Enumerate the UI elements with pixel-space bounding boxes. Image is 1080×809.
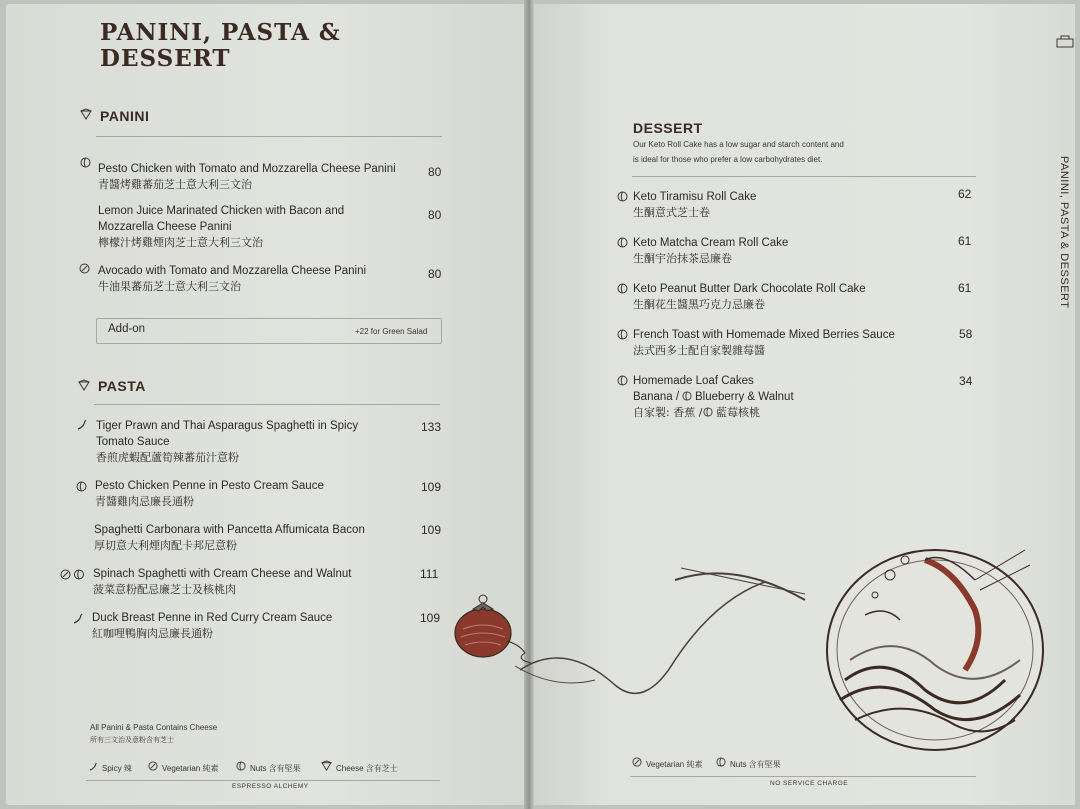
cheese-note-zh: 所有三文治及意粉含有芝士 xyxy=(90,737,174,744)
legend-nuts: Nuts 含有堅果 xyxy=(730,760,781,769)
page-title: PANINI, PASTA & DESSERT xyxy=(100,19,341,72)
addon-note: +22 for Green Salad xyxy=(355,327,428,336)
menu-item-name-zh: 生酮花生醬黑巧克力忌廉卷 xyxy=(633,298,765,311)
menu-item-price: 62 xyxy=(958,187,972,201)
menu-item-name: Keto Tiramisu Roll Cake xyxy=(633,191,757,203)
menu-item-name: Spaghetti Carbonara with Pancetta Affumicata Bacon xyxy=(94,524,365,536)
legend-cheese: Cheese 含有芝士 xyxy=(336,764,398,773)
menu-item-name: Lemon Juice Marinated Chicken with Bacon and xyxy=(98,205,345,217)
legend-nuts: Nuts 含有堅果 xyxy=(250,764,301,773)
nuts-icon xyxy=(617,283,628,297)
brand-name: ESPRESSO ALCHEMY xyxy=(232,783,309,790)
cheese-icon xyxy=(80,108,92,123)
menu-item-variant: Blueberry & Walnut xyxy=(695,391,794,403)
menu-item-price: 61 xyxy=(958,234,972,248)
legend-vegetarian: Vegetarian 純素 xyxy=(162,764,219,773)
menu-item-price: 80 xyxy=(428,165,442,179)
spicy-icon xyxy=(88,761,98,774)
menu-item-name: French Toast with Homemade Mixed Berries Sauce xyxy=(633,329,895,341)
nuts-icon xyxy=(617,191,628,205)
menu-item-name: Keto Peanut Butter Dark Chocolate Roll Cake xyxy=(633,283,866,295)
dessert-divider xyxy=(632,176,976,177)
menu-item-price: 109 xyxy=(421,480,442,494)
menu-item-price: 61 xyxy=(958,281,972,295)
menu-item-name-zh: 厚切意大利煙肉配卡邦尼意粉 xyxy=(94,539,237,552)
dessert-description-cont: is ideal for those who prefer a low carbohydrates diet. xyxy=(633,155,823,164)
nuts-icon xyxy=(682,391,692,404)
pasta-spoon-illustration xyxy=(505,520,1050,764)
nuts-icon xyxy=(716,757,726,770)
menu-item-price: 80 xyxy=(428,208,442,222)
footer-divider xyxy=(630,776,976,777)
nuts-icon xyxy=(703,407,713,420)
bookmark-icon xyxy=(1056,34,1074,53)
menu-item-name-zh: 菠菜意粉配忌廉芝士及核桃肉 xyxy=(93,583,236,596)
menu-item-name-zh: 自家製: 香蕉 / xyxy=(633,406,703,419)
nuts-icon xyxy=(617,375,628,389)
pasta-divider xyxy=(94,404,440,405)
menu-item-name-zh: 生酮意式芝士卷 xyxy=(633,206,710,219)
spicy-icon xyxy=(72,613,83,627)
menu-item-name-zh: 紅咖哩鴨胸肉忌廉長通粉 xyxy=(92,627,213,640)
nuts-icon xyxy=(617,329,628,343)
menu-item-name: Avocado with Tomato and Mozzarella Cheese Panini xyxy=(98,265,367,277)
menu-item-price: 34 xyxy=(959,374,973,388)
menu-item-name-zh: 青醬雞肉忌廉長通粉 xyxy=(95,495,194,508)
panini-divider xyxy=(96,136,442,137)
menu-item-price: 133 xyxy=(421,420,442,434)
pasta-heading: PASTA xyxy=(98,378,146,394)
menu-item-name: Pesto Chicken Penne in Pesto Cream Sauce xyxy=(95,480,324,492)
nuts-icon xyxy=(236,761,246,774)
nuts-icon xyxy=(76,481,87,495)
vegetarian-icon xyxy=(632,757,642,770)
addon-label: Add-on xyxy=(108,323,146,335)
spine-title: PANINI, PASTA & DESSERT xyxy=(1058,156,1070,309)
nuts-icon xyxy=(80,157,91,171)
menu-item-name-zh: 檸檬汁烤雞煙肉芝士意大利三文治 xyxy=(98,236,263,249)
menu-item-name-zh: 青醬烤雞蕃茄芝士意大利三文治 xyxy=(98,178,252,191)
cheese-icon xyxy=(78,379,90,394)
menu-item-price: 58 xyxy=(959,327,973,341)
vegetarian-icon xyxy=(148,761,158,774)
footer-divider xyxy=(86,780,440,781)
nuts-icon xyxy=(617,237,628,251)
menu-item-name-zh: 法式西多士配自家製雜莓醬 xyxy=(633,344,765,357)
service-charge-note: NO SERVICE CHARGE xyxy=(770,780,849,787)
dessert-heading: DESSERT xyxy=(633,120,703,136)
menu-item-name: Pesto Chicken with Tomato and Mozzarella Cheese Panini xyxy=(98,163,396,175)
menu-item-name: Duck Breast Penne in Red Curry Cream Sauce xyxy=(92,612,333,624)
menu-item-name: Spinach Spaghetti with Cream Cheese and Walnut xyxy=(93,568,352,580)
menu-item-name-cont: Tomato Sauce xyxy=(96,436,170,448)
menu-item-name: Homemade Loaf Cakes xyxy=(633,375,754,387)
legend-vegetarian: Vegetarian 純素 xyxy=(646,760,703,769)
menu-item-variant: Banana / xyxy=(633,391,680,403)
panini-heading: PANINI xyxy=(100,108,150,124)
legend-spicy: Spicy 辣 xyxy=(102,764,132,773)
menu-item-name: Keto Matcha Cream Roll Cake xyxy=(633,237,789,249)
cheese-note: All Panini & Pasta Contains Cheese xyxy=(90,723,218,732)
menu-item-name-zh: 香煎虎蝦配蘆筍辣蕃茄汁意粉 xyxy=(96,451,239,464)
dessert-description: Our Keto Roll Cake has a low sugar and starch content and xyxy=(633,140,844,149)
vegetarian-icon xyxy=(79,263,90,277)
menu-item-price: 109 xyxy=(420,611,441,625)
vegetarian-nuts-icon xyxy=(60,569,86,583)
spicy-icon xyxy=(76,419,87,433)
menu-item-price: 111 xyxy=(420,567,439,581)
menu-item-name-zh: 牛油果蕃茄芝士意大利三文治 xyxy=(98,280,241,293)
menu-item-price: 80 xyxy=(428,267,442,281)
menu-item-name-cont: Mozzarella Cheese Panini xyxy=(98,221,232,233)
menu-item-name-zh: 生酮宇治抹茶忌廉卷 xyxy=(633,252,732,265)
menu-item-price: 109 xyxy=(421,523,442,537)
menu-item-name-zh-cont: 藍莓核桃 xyxy=(716,406,760,419)
cheese-icon xyxy=(321,760,332,774)
menu-item-name: Tiger Prawn and Thai Asparagus Spaghetti in Spicy xyxy=(96,420,359,432)
